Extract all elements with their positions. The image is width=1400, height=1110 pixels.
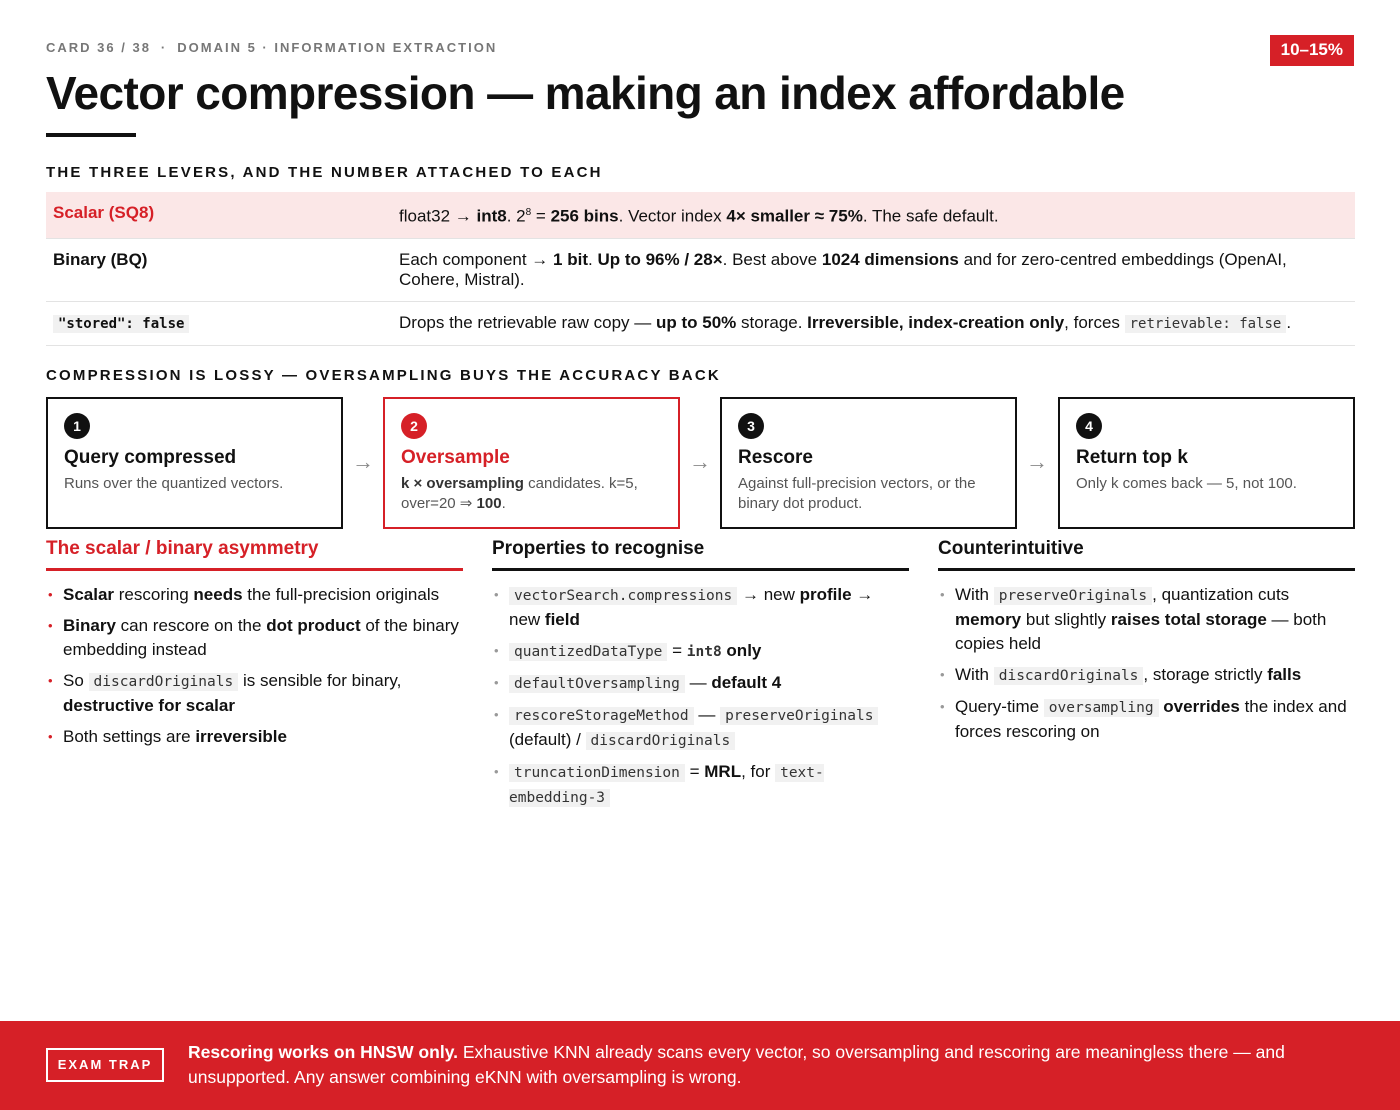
lever-name: Scalar (SQ8) xyxy=(53,203,155,222)
lever-description: Each component → 1 bit. Up to 96% / 28×. Best above 1024 dimensions and for zero-centred embeddings (OpenAI, Cohere, Mistral). xyxy=(399,249,1287,289)
flow-arrow: → xyxy=(689,449,711,474)
step-description: Runs over the quantized vectors. xyxy=(64,475,284,492)
page-title: Vector compression — making an index affordable xyxy=(46,67,1125,119)
list-item: • Both settings are irreversible xyxy=(46,725,463,749)
exam-trap-text: Rescoring works on HNSW only. Exhaustive KNN already scans every vector, so oversampling and rescoring are meaningless there — and unsupported. Any answer combining eKNN with oversampling is wrong. xyxy=(188,1042,1285,1087)
asymmetry-column xyxy=(46,538,463,756)
counterintuitive-column xyxy=(938,538,1355,751)
asymmetry-list xyxy=(46,583,463,749)
card-breadcrumb xyxy=(46,40,497,55)
lever-name xyxy=(46,302,399,345)
flow-step-rescore xyxy=(720,397,1017,529)
step-description: k × oversampling candidates. k=5, over=20 ⇒ 100. xyxy=(401,475,638,512)
flow-step-return-top-k xyxy=(1058,397,1355,529)
lever-description: Drops the retrievable raw copy — up to 50% storage. Irreversible, index-creation only, forces retrievable: false . xyxy=(399,312,1292,332)
properties-list xyxy=(492,583,909,810)
step-title: Rescore xyxy=(738,447,813,468)
column-title: Counterintuitive xyxy=(938,538,1355,571)
lever-name: Binary (BQ) xyxy=(53,249,148,269)
lever-row-stored xyxy=(46,302,1355,346)
exam-trap-label: EXAM TRAP xyxy=(46,1048,164,1082)
step-description: Only k comes back — 5, not 100. xyxy=(1076,475,1297,492)
properties-column xyxy=(492,538,909,817)
list-item: • With preserveOriginals , quantization cuts memory but slightly raises total storage — both copies held xyxy=(938,583,1355,656)
domain-label: DOMAIN 5 · INFORMATION EXTRACTION xyxy=(177,40,498,55)
levers-table xyxy=(46,192,1355,346)
lever-row-scalar xyxy=(46,192,1355,239)
flow-heading: COMPRESSION IS LOSSY — OVERSAMPLING BUYS THE ACCURACY BACK xyxy=(46,367,721,384)
lever-description: float32 → int8. $2^8 = 256$ bins. Vector index 4× smaller ≈ 75%. The safe default. xyxy=(399,206,999,226)
step-number: 4 xyxy=(1076,413,1102,439)
card-counter: CARD 36 / 38 xyxy=(46,40,151,55)
list-item: • Binary can rescore on the dot product of the binary embedding instead xyxy=(46,614,463,662)
list-item: • vectorSearch.compressions → new profile → new field xyxy=(492,583,909,632)
breadcrumb-separator: · xyxy=(160,40,168,55)
list-item: • defaultOversampling — default 4 xyxy=(492,671,909,696)
flow-arrow: → xyxy=(352,449,374,474)
levers-heading: THE THREE LEVERS, AND THE NUMBER ATTACHED TO EACH xyxy=(46,164,603,181)
flow-diagram xyxy=(46,397,1355,529)
step-number: 2 xyxy=(401,413,427,439)
list-item: • With discardOriginals , storage strictly falls xyxy=(938,663,1355,688)
step-title: Return top k xyxy=(1076,447,1188,468)
list-item: • Query-time oversampling overrides the index and forces rescoring on xyxy=(938,695,1355,744)
exam-trap-banner xyxy=(0,1021,1400,1110)
list-item: • So discardOriginals is sensible for binary, destructive for scalar xyxy=(46,669,463,718)
column-title: The scalar / binary asymmetry xyxy=(46,538,463,571)
list-item: • rescoreStorageMethod — preserveOriginals (default) / discardOriginals xyxy=(492,703,909,753)
lever-code-name: "stored": false xyxy=(53,315,189,333)
step-title: Query compressed xyxy=(64,447,237,468)
step-description: Against full-precision vectors, or the binary dot product. xyxy=(738,475,976,512)
counterintuitive-list xyxy=(938,583,1355,744)
lever-row-binary xyxy=(46,239,1355,302)
step-number: 3 xyxy=(738,413,764,439)
list-item: • truncationDimension = MRL, for text-embedding-3 xyxy=(492,760,909,810)
title-underline xyxy=(46,133,136,137)
step-number: 1 xyxy=(64,413,90,439)
flow-step-oversample xyxy=(383,397,680,529)
list-item: • Scalar rescoring needs the full-precision originals xyxy=(46,583,463,607)
column-title: Properties to recognise xyxy=(492,538,909,571)
flow-step-query-compressed xyxy=(46,397,343,529)
flow-arrow: → xyxy=(1026,449,1048,474)
step-title: Oversample xyxy=(401,447,510,468)
exam-weight-badge: 10–15% xyxy=(1270,35,1354,66)
list-item: • quantizedDataType = int8 only xyxy=(492,639,909,664)
